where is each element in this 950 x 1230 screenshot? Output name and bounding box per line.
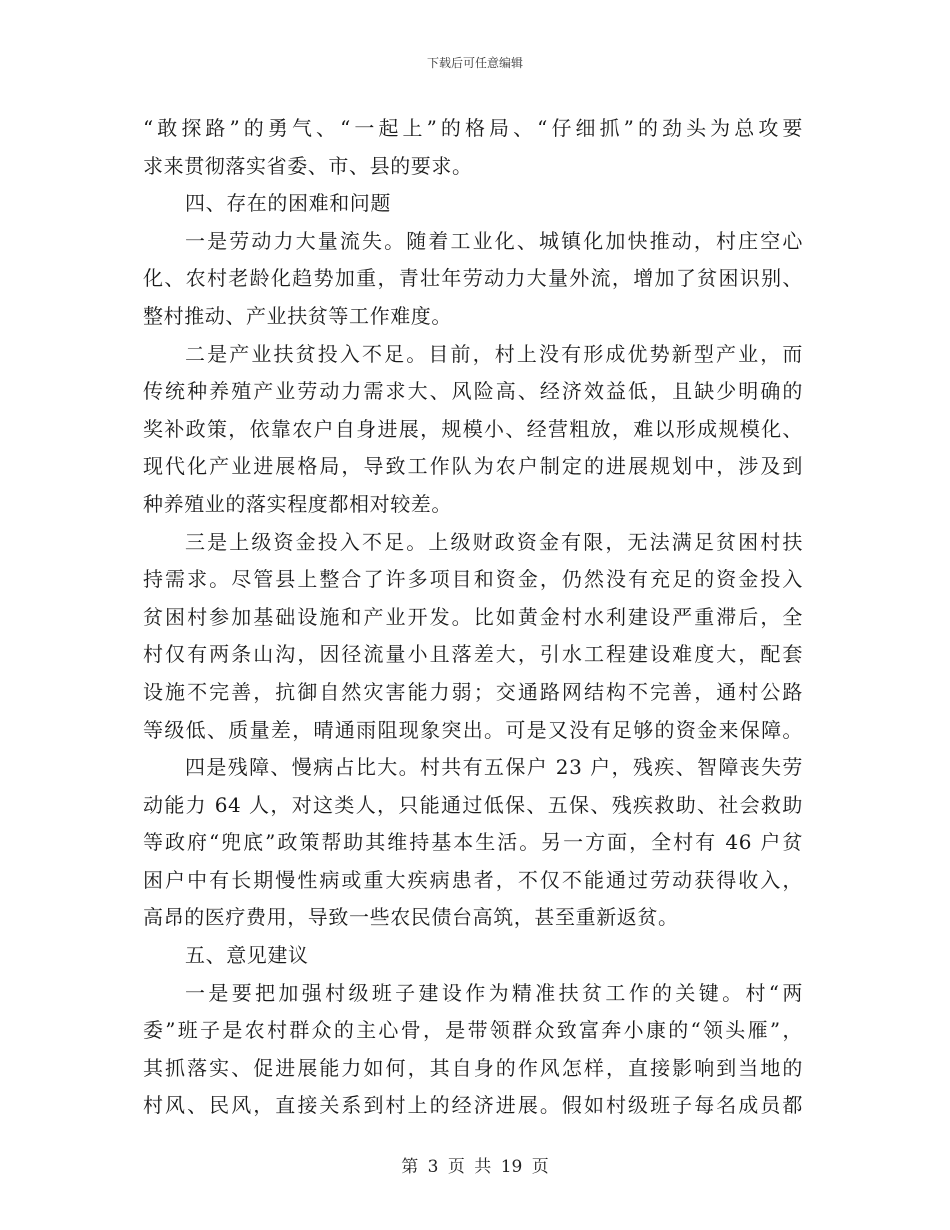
text-line: 二是产业扶贫投入不足。目前，村上没有形成优势新型产业，而 <box>185 341 803 366</box>
text-line: 三是上级资金投入不足。上级财政资金有限，无法满足贫困村扶 <box>185 529 803 554</box>
text-line: 设施不完善，抗御自然灾害能力弱；交通路网结构不完善，通村公路 <box>143 679 803 704</box>
document-body <box>143 110 803 1125</box>
text-line: 等级低、质量差，晴通雨阻现象突出。可是又没有足够的资金来保障。 <box>143 717 803 742</box>
text-line: 等政府“兜底”政策帮助其维持基本生活。另一方面，全村有 46 户贫 <box>143 830 803 855</box>
text-line: 化、农村老龄化趋势加重，青壮年劳动力大量外流，增加了贫困识别、 <box>143 266 803 291</box>
text-line: 种养殖业的落实程度都相对较差。 <box>143 491 452 516</box>
text-line: 持需求。尽管县上整合了许多项目和资金，仍然没有充足的资金投入 <box>143 567 803 592</box>
text-line: 其抓落实、促进展能力如何，其自身的作风怎样，直接影响到当地的 <box>143 1055 803 1080</box>
text-line: 求来贯彻落实省委、市、县的要求。 <box>143 153 473 178</box>
text-line: 奖补政策，依靠农户自身进展，规模小、经营粗放，难以形成规模化、 <box>143 416 803 441</box>
text-line: 村仅有两条山沟，因径流量小且落差大，引水工程建设难度大，配套 <box>143 642 803 667</box>
text-line: 贫困村参加基础设施和产业开发。比如黄金村水利建设严重滞后，全 <box>143 604 803 629</box>
text-line: “敢探路”的勇气、“一起上”的格局、“仔细抓”的劲头为总攻要 <box>143 116 803 140</box>
page-header: 下载后可任意编辑 <box>426 56 523 70</box>
text-line: 一是要把加强村级班子建设作为精准扶贫工作的关键。村“两 <box>185 980 803 1005</box>
text-line: 整村推动、产业扶贫等工作难度。 <box>143 303 452 328</box>
text-line: 一是劳动力大量流失。随着工业化、城镇化加快推动，村庄空心 <box>185 228 803 253</box>
text-line: 高昂的医疗费用，导致一些农民债台高筑，甚至重新返贫。 <box>143 905 679 930</box>
text-line: 传统种养殖产业劳动力需求大、风险高、经济效益低，且缺少明确的 <box>143 379 803 404</box>
text-line: 现代化产业进展格局，导致工作队为农户制定的进展规划中，涉及到 <box>143 454 803 479</box>
text-line: 四、存在的困难和问题 <box>185 191 391 216</box>
text-line: 四是残障、慢病占比大。村共有五保户 23 户，残疾、智障丧失劳 <box>185 755 803 780</box>
text-line: 五、意见建议 <box>185 943 309 968</box>
text-line: 委”班子是农村群众的主心骨，是带领群众致富奔小康的“领头雁”， <box>143 1018 803 1043</box>
text-line: 动能力 64 人，对这类人，只能通过低保、五保、残疾救助、社会救助 <box>143 792 803 817</box>
page-footer: 第 3 页 共 19 页 <box>401 1157 549 1177</box>
text-line: 村风、民风，直接关系到村上的经济进展。假如村级班子每名成员都 <box>143 1093 803 1118</box>
text-line: 困户中有长期慢性病或重大疾病患者，不仅不能通过劳动获得收入， <box>143 867 803 892</box>
